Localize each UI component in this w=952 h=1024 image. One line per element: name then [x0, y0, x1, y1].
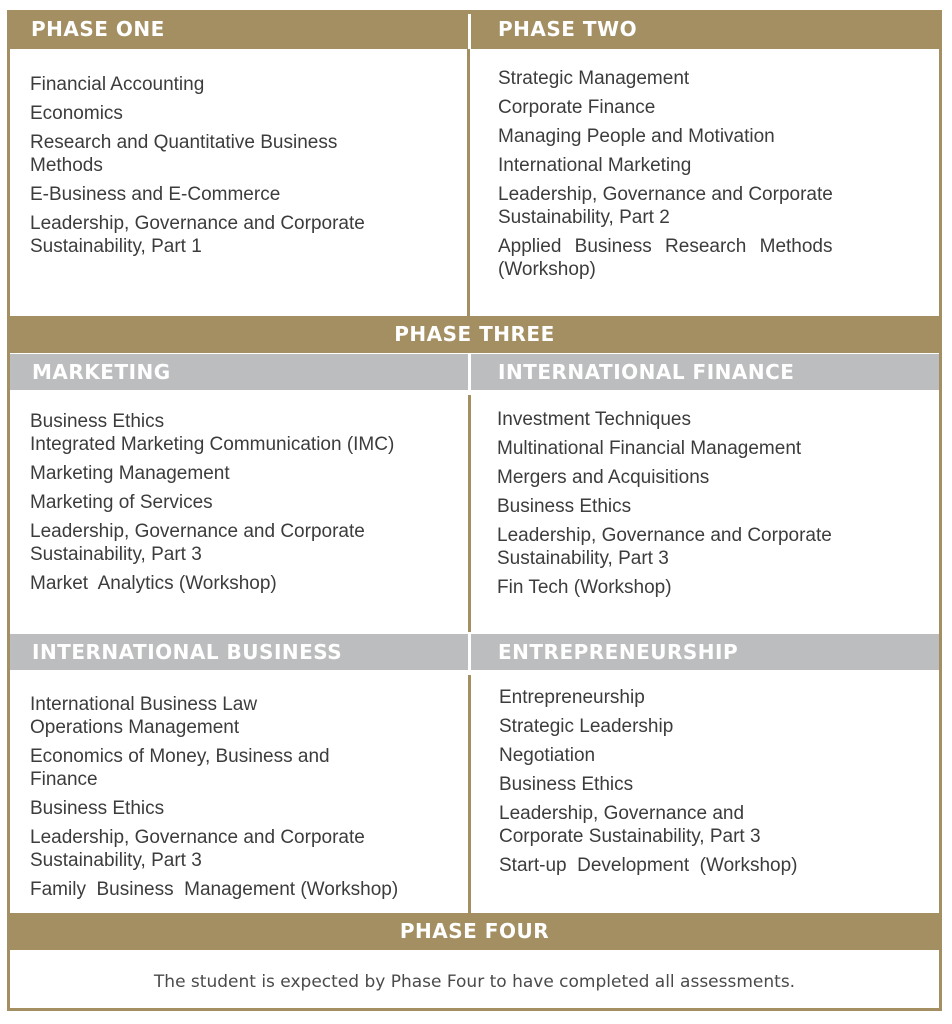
course-item: Leadership, Governance and Corporate Sustainability, Part 3	[499, 803, 761, 847]
course-item: Leadership, Governance and Corporate Sustainability, Part 3	[497, 525, 832, 569]
course-item: Business Ethics	[30, 798, 165, 819]
course-item: Marketing Management	[30, 463, 230, 484]
column-divider	[467, 49, 470, 316]
course-item: Negotiation	[499, 745, 596, 766]
course-item: Corporate Finance	[498, 97, 656, 118]
course-item: Business Ethics	[497, 496, 632, 517]
course-item: Applied Business Research Methods (Workshop)	[498, 236, 833, 280]
course-item: Start-up Development (Workshop)	[499, 855, 798, 876]
track-header-international-business	[10, 634, 939, 670]
course-item: Mergers and Acquisitions	[497, 467, 710, 488]
phase-three-header	[7, 316, 942, 353]
column-divider	[468, 395, 471, 632]
course-item: Strategic Management	[498, 68, 690, 89]
international-finance-course-list	[497, 408, 917, 605]
course-item: E-Business and E-Commerce	[30, 184, 281, 205]
course-item: Business Ethics	[499, 774, 634, 795]
course-item: Economics of Money, Business and Finance	[30, 746, 330, 790]
course-item: Business Ethics	[30, 411, 165, 432]
course-item: Operations Management	[30, 717, 240, 738]
course-item: Integrated Marketing Communication (IMC)	[30, 434, 395, 455]
entrepreneurship-course-list	[499, 686, 919, 883]
track-title: INTERNATIONAL BUSINESS	[32, 640, 343, 664]
phase-one-title: PHASE ONE	[31, 17, 165, 41]
international-business-course-list	[30, 693, 460, 907]
course-item: International Business Law	[30, 694, 258, 715]
phase-three-title: PHASE THREE	[394, 322, 555, 346]
header-divider	[468, 354, 471, 390]
column-divider	[468, 675, 471, 913]
course-item: International Marketing	[498, 155, 692, 176]
track-header-marketing	[10, 354, 939, 390]
track-title: ENTREPRENEURSHIP	[498, 640, 739, 664]
course-item: Marketing of Services	[30, 492, 213, 513]
course-item: Leadership, Governance and Corporate Sustainability, Part 2	[498, 184, 833, 228]
course-item: Fin Tech (Workshop)	[497, 577, 672, 598]
course-item: Entrepreneurship	[499, 687, 645, 708]
course-item: Strategic Leadership	[499, 716, 674, 737]
phase-one-two-header	[7, 10, 942, 49]
phase-two-course-list	[498, 67, 918, 287]
course-item: Investment Techniques	[497, 409, 691, 430]
course-item: Managing People and Motivation	[498, 126, 775, 147]
phase-two-title: PHASE TWO	[498, 17, 638, 41]
course-item: Economics	[30, 103, 123, 124]
course-item: Leadership, Governance and Corporate Sustainability, Part 3	[30, 521, 365, 565]
header-divider	[468, 14, 471, 49]
phase-four-title: PHASE FOUR	[399, 919, 550, 943]
header-divider	[468, 634, 471, 670]
course-item: Market Analytics (Workshop)	[30, 573, 277, 594]
course-item: Multinational Financial Management	[497, 438, 802, 459]
course-item: Financial Accounting	[30, 74, 205, 95]
phase-one-course-list	[30, 73, 450, 264]
course-item: Family Business Management (Workshop)	[30, 879, 399, 900]
phase-four-note: The student is expected by Phase Four to have completed all assessments.	[153, 972, 796, 992]
track-title: INTERNATIONAL FINANCE	[498, 360, 795, 384]
track-title: MARKETING	[32, 360, 171, 384]
phase-four-header	[7, 913, 942, 950]
course-item: Leadership, Governance and Corporate Sustainability, Part 3	[30, 827, 365, 871]
course-item: Research and Quantitative Business Methods	[30, 132, 338, 176]
marketing-course-list	[30, 410, 460, 601]
course-item: Leadership, Governance and Corporate Sustainability, Part 1	[30, 213, 365, 257]
